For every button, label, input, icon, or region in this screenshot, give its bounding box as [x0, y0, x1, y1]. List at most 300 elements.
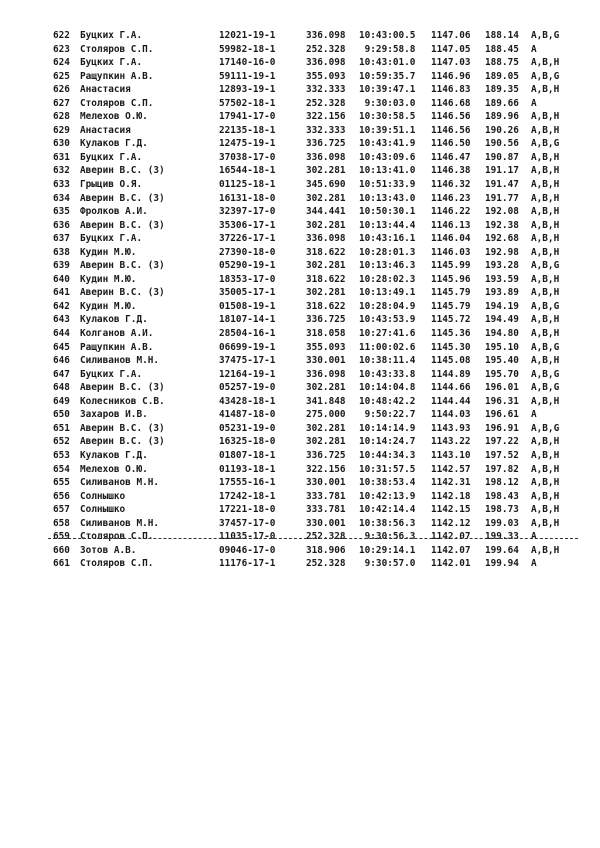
owner-name: Мелехов О.Ю. [80, 463, 148, 475]
distance: 336.098 [306, 151, 346, 163]
ring-id: 16544-18-1 [219, 165, 276, 177]
row-number: 632 [53, 165, 70, 177]
row-number: 628 [53, 111, 70, 123]
distance: 330.001 [306, 477, 346, 489]
ring-id: 17242-18-1 [219, 490, 276, 502]
owner-name: Буцких Г.А. [80, 151, 143, 163]
speed: 1146.56 [431, 111, 471, 123]
arrival-time: 9:30:57.0 [359, 558, 416, 570]
ring-id: 28504-16-1 [219, 328, 276, 340]
score: 198.73 [485, 504, 519, 516]
speed: 1142.57 [431, 463, 471, 475]
speed: 1145.08 [431, 355, 471, 367]
row-number: 634 [53, 192, 70, 204]
ring-id: 16325-18-0 [219, 436, 276, 448]
score: 194.49 [485, 314, 519, 326]
ring-id: 12021-19-1 [219, 30, 276, 41]
ring-id: 12893-19-1 [219, 84, 276, 96]
marks: A,B,G [531, 341, 560, 353]
speed: 1145.79 [431, 287, 471, 299]
distance: 330.001 [306, 517, 346, 529]
row-number: 641 [53, 287, 70, 299]
ring-id: 37038-17-0 [219, 151, 276, 163]
row-number: 643 [53, 314, 70, 326]
marks: A,B,H [531, 287, 560, 299]
ring-id: 01125-18-1 [219, 179, 276, 191]
row-number: 638 [53, 246, 70, 258]
marks: A,B,H [531, 165, 560, 177]
row-number: 654 [53, 463, 70, 475]
marks: A,B,G [531, 70, 560, 82]
arrival-time: 10:43:00.5 [359, 30, 416, 41]
owner-name: Колганов А.И. [80, 328, 154, 340]
speed: 1142.07 [431, 544, 471, 556]
owner-name: Силиванов М.Н. [80, 477, 160, 489]
ring-id: 18107-14-1 [219, 314, 276, 326]
speed: 1143.22 [431, 436, 471, 448]
owner-name: Буцких Г.А. [80, 368, 143, 380]
row-number: 653 [53, 449, 70, 461]
owner-name: Солнышко [80, 504, 126, 516]
marks: A,B,H [531, 206, 560, 218]
row-number: 637 [53, 233, 70, 245]
arrival-time: 10:59:35.7 [359, 70, 416, 82]
marks: A,B,G [531, 300, 560, 312]
table-end-divider [48, 538, 578, 539]
ring-id: 01807-18-1 [219, 449, 276, 461]
owner-name: Кулаков Г.Д. [80, 138, 148, 150]
marks: A,B,H [531, 544, 560, 556]
marks: A [531, 409, 537, 421]
arrival-time: 9:50:22.7 [359, 409, 416, 421]
score: 193.59 [485, 273, 519, 285]
distance: 302.281 [306, 219, 346, 231]
marks: A,B,H [531, 219, 560, 231]
row-number: 630 [53, 138, 70, 150]
score: 199.33 [485, 531, 519, 543]
owner-name: Захаров И.В. [80, 409, 148, 421]
row-number: 648 [53, 382, 70, 394]
ring-id: 11035-17-0 [219, 531, 276, 543]
owner-name: Грыцив О.Я. [80, 179, 143, 191]
distance: 302.281 [306, 260, 346, 272]
score: 191.47 [485, 179, 519, 191]
distance: 341.848 [306, 395, 346, 407]
arrival-time: 10:27:41.6 [359, 328, 416, 340]
ring-id: 35005-17-1 [219, 287, 276, 299]
score: 189.66 [485, 97, 519, 109]
score: 188.14 [485, 30, 519, 41]
arrival-time: 10:28:02.3 [359, 273, 416, 285]
distance: 332.333 [306, 124, 346, 136]
arrival-time: 9:30:56.3 [359, 531, 416, 543]
arrival-time: 10:43:53.9 [359, 314, 416, 326]
distance: 336.098 [306, 233, 346, 245]
speed: 1146.03 [431, 246, 471, 258]
row-number: 655 [53, 477, 70, 489]
distance: 302.281 [306, 436, 346, 448]
score: 199.03 [485, 517, 519, 529]
speed: 1146.23 [431, 192, 471, 204]
score: 197.22 [485, 436, 519, 448]
speed: 1145.36 [431, 328, 471, 340]
marks: A [531, 531, 537, 543]
marks: A,B,H [531, 477, 560, 489]
row-number: 624 [53, 57, 70, 69]
row-number: 646 [53, 355, 70, 367]
marks: A,B,H [531, 192, 560, 204]
distance: 344.441 [306, 206, 346, 218]
arrival-time: 10:43:33.8 [359, 368, 416, 380]
arrival-time: 10:43:09.6 [359, 151, 416, 163]
arrival-time: 10:13:41.0 [359, 165, 416, 177]
row-number: 639 [53, 260, 70, 272]
distance: 336.725 [306, 314, 346, 326]
speed: 1146.22 [431, 206, 471, 218]
marks: A [531, 558, 537, 570]
speed: 1142.31 [431, 477, 471, 489]
row-number: 649 [53, 395, 70, 407]
arrival-time: 10:28:01.3 [359, 246, 416, 258]
speed: 1144.89 [431, 368, 471, 380]
ring-id: 01508-19-1 [219, 300, 276, 312]
row-number: 640 [53, 273, 70, 285]
row-number: 636 [53, 219, 70, 231]
speed: 1146.13 [431, 219, 471, 231]
speed: 1142.15 [431, 504, 471, 516]
owner-name: Аверин В.С. (З) [80, 260, 165, 272]
arrival-time: 10:28:04.9 [359, 300, 416, 312]
owner-name: Аверин В.С. (З) [80, 422, 165, 434]
arrival-time: 11:00:02.6 [359, 341, 416, 353]
owner-name: Силиванов М.Н. [80, 517, 160, 529]
speed: 1147.03 [431, 57, 471, 69]
distance: 252.328 [306, 43, 346, 55]
distance: 330.001 [306, 355, 346, 367]
owner-name: Аверин В.С. (З) [80, 165, 165, 177]
distance: 302.281 [306, 165, 346, 177]
speed: 1146.96 [431, 70, 471, 82]
score: 195.70 [485, 368, 519, 380]
arrival-time: 10:42:13.9 [359, 490, 416, 502]
row-number: 629 [53, 124, 70, 136]
distance: 302.281 [306, 192, 346, 204]
row-number: 645 [53, 341, 70, 353]
row-number: 656 [53, 490, 70, 502]
arrival-time: 9:29:58.8 [359, 43, 416, 55]
ring-id: 05290-19-1 [219, 260, 276, 272]
arrival-time: 10:44:34.3 [359, 449, 416, 461]
arrival-time: 10:14:04.8 [359, 382, 416, 394]
distance: 302.281 [306, 382, 346, 394]
speed: 1145.72 [431, 314, 471, 326]
score: 190.26 [485, 124, 519, 136]
marks: A,B,H [531, 111, 560, 123]
ring-id: 57502-18-1 [219, 97, 276, 109]
distance: 318.906 [306, 544, 346, 556]
owner-name: Кудин М.Ю. [80, 246, 137, 258]
score: 188.45 [485, 43, 519, 55]
speed: 1146.68 [431, 97, 471, 109]
owner-name: Столяров С.П. [80, 43, 154, 55]
distance: 322.156 [306, 111, 346, 123]
row-number: 661 [53, 558, 70, 570]
ring-id: 16131-18-0 [219, 192, 276, 204]
marks: A,B,G [531, 368, 560, 380]
speed: 1143.10 [431, 449, 471, 461]
arrival-time: 10:13:49.1 [359, 287, 416, 299]
speed: 1146.47 [431, 151, 471, 163]
score: 196.31 [485, 395, 519, 407]
owner-name: Ращупкин А.В. [80, 70, 154, 82]
ring-id: 59982-18-1 [219, 43, 276, 55]
ring-id: 41487-18-0 [219, 409, 276, 421]
ring-id: 37457-17-0 [219, 517, 276, 529]
speed: 1142.18 [431, 490, 471, 502]
distance: 345.690 [306, 179, 346, 191]
distance: 336.098 [306, 57, 346, 69]
speed: 1145.30 [431, 341, 471, 353]
score: 192.68 [485, 233, 519, 245]
row-number: 625 [53, 70, 70, 82]
ring-id: 32397-17-0 [219, 206, 276, 218]
marks: A,B,H [531, 273, 560, 285]
owner-name: Колесников С.В. [80, 395, 165, 407]
row-number: 642 [53, 300, 70, 312]
distance: 336.725 [306, 138, 346, 150]
owner-name: Фролков А.И. [80, 206, 148, 218]
score: 190.56 [485, 138, 519, 150]
marks: A,B,G [531, 422, 560, 434]
marks: A,B,H [531, 328, 560, 340]
owner-name: Аверин В.С. (З) [80, 219, 165, 231]
owner-name: Столяров С.П. [80, 558, 154, 570]
owner-name: Зотов А.В. [80, 544, 137, 556]
arrival-time: 10:43:41.9 [359, 138, 416, 150]
row-number: 622 [53, 30, 70, 41]
score: 197.52 [485, 449, 519, 461]
distance: 318.622 [306, 246, 346, 258]
arrival-time: 10:51:33.9 [359, 179, 416, 191]
owner-name: Аверин В.С. (З) [80, 287, 165, 299]
distance: 355.093 [306, 341, 346, 353]
marks: A,B,H [531, 233, 560, 245]
row-number: 626 [53, 84, 70, 96]
owner-name: Буцких Г.А. [80, 30, 143, 41]
speed: 1146.38 [431, 165, 471, 177]
marks: A,B,H [531, 490, 560, 502]
score: 196.01 [485, 382, 519, 394]
arrival-time: 10:38:53.4 [359, 477, 416, 489]
ring-id: 05257-19-0 [219, 382, 276, 394]
speed: 1147.06 [431, 30, 471, 41]
distance: 252.328 [306, 558, 346, 570]
owner-name: Анастасия [80, 84, 131, 96]
ring-id: 17555-16-1 [219, 477, 276, 489]
distance: 302.281 [306, 287, 346, 299]
score: 196.61 [485, 409, 519, 421]
arrival-time: 10:39:51.1 [359, 124, 416, 136]
arrival-time: 10:14:24.7 [359, 436, 416, 448]
speed: 1145.99 [431, 260, 471, 272]
speed: 1147.05 [431, 43, 471, 55]
owner-name: Аверин В.С. (З) [80, 192, 165, 204]
ring-id: 09046-17-0 [219, 544, 276, 556]
arrival-time: 10:31:57.5 [359, 463, 416, 475]
score: 199.94 [485, 558, 519, 570]
score: 199.64 [485, 544, 519, 556]
marks: A,B,H [531, 179, 560, 191]
score: 194.80 [485, 328, 519, 340]
distance: 252.328 [306, 531, 346, 543]
arrival-time: 10:43:16.1 [359, 233, 416, 245]
speed: 1144.03 [431, 409, 471, 421]
distance: 302.281 [306, 422, 346, 434]
marks: A,B,H [531, 436, 560, 448]
arrival-time: 10:48:42.2 [359, 395, 416, 407]
ring-id: 27390-18-0 [219, 246, 276, 258]
row-number: 644 [53, 328, 70, 340]
arrival-time: 10:29:14.1 [359, 544, 416, 556]
distance: 322.156 [306, 463, 346, 475]
marks: A,B,H [531, 84, 560, 96]
row-number: 647 [53, 368, 70, 380]
score: 188.75 [485, 57, 519, 69]
owner-name: Буцких Г.А. [80, 57, 143, 69]
score: 191.17 [485, 165, 519, 177]
ring-id: 06699-19-1 [219, 341, 276, 353]
score: 192.38 [485, 219, 519, 231]
row-number: 660 [53, 544, 70, 556]
distance: 333.781 [306, 504, 346, 516]
score: 189.96 [485, 111, 519, 123]
marks: A,B,G [531, 260, 560, 272]
marks: A,B,H [531, 504, 560, 516]
owner-name: Мелехов О.Ю. [80, 111, 148, 123]
marks: A,B,H [531, 395, 560, 407]
ring-id: 12475-19-1 [219, 138, 276, 150]
marks: A,B,H [531, 124, 560, 136]
distance: 318.058 [306, 328, 346, 340]
marks: A,B,H [531, 246, 560, 258]
owner-name: Буцких Г.А. [80, 233, 143, 245]
owner-name: Ращупкин А.В. [80, 341, 154, 353]
distance: 333.781 [306, 490, 346, 502]
distance: 332.333 [306, 84, 346, 96]
marks: A [531, 97, 537, 109]
speed: 1142.01 [431, 558, 471, 570]
arrival-time: 10:42:14.4 [359, 504, 416, 516]
row-number: 659 [53, 531, 70, 543]
owner-name: Анастасия [80, 124, 131, 136]
arrival-time: 10:38:56.3 [359, 517, 416, 529]
speed: 1146.50 [431, 138, 471, 150]
marks: A,B,H [531, 449, 560, 461]
score: 197.82 [485, 463, 519, 475]
distance: 275.000 [306, 409, 346, 421]
ring-id: 05231-19-0 [219, 422, 276, 434]
ring-id: 18353-17-0 [219, 273, 276, 285]
marks: A,B,H [531, 355, 560, 367]
speed: 1143.93 [431, 422, 471, 434]
marks: A,B,H [531, 517, 560, 529]
marks: A,B,H [531, 151, 560, 163]
row-number: 652 [53, 436, 70, 448]
distance: 318.622 [306, 273, 346, 285]
arrival-time: 10:13:44.4 [359, 219, 416, 231]
ring-id: 59111-19-1 [219, 70, 276, 82]
owner-name: Аверин В.С. (З) [80, 436, 165, 448]
distance: 355.093 [306, 70, 346, 82]
marks: A,B,G [531, 30, 560, 41]
speed: 1146.56 [431, 124, 471, 136]
arrival-time: 10:50:30.1 [359, 206, 416, 218]
ring-id: 37475-17-1 [219, 355, 276, 367]
speed: 1146.32 [431, 179, 471, 191]
score: 192.08 [485, 206, 519, 218]
arrival-time: 10:13:46.3 [359, 260, 416, 272]
score: 196.91 [485, 422, 519, 434]
row-number: 658 [53, 517, 70, 529]
row-number: 631 [53, 151, 70, 163]
score: 192.98 [485, 246, 519, 258]
owner-name: Кудин М.Ю. [80, 300, 137, 312]
score: 189.05 [485, 70, 519, 82]
row-number: 650 [53, 409, 70, 421]
distance: 318.622 [306, 300, 346, 312]
score: 193.89 [485, 287, 519, 299]
arrival-time: 9:30:03.0 [359, 97, 416, 109]
marks: A,B,H [531, 57, 560, 69]
ring-id: 11176-17-1 [219, 558, 276, 570]
ring-id: 35306-17-1 [219, 219, 276, 231]
marks: A,B,H [531, 314, 560, 326]
marks: A,B,G [531, 138, 560, 150]
row-number: 635 [53, 206, 70, 218]
arrival-time: 10:14:14.9 [359, 422, 416, 434]
arrival-time: 10:38:11.4 [359, 355, 416, 367]
ring-id: 43428-18-1 [219, 395, 276, 407]
score: 191.77 [485, 192, 519, 204]
ring-id: 17140-16-0 [219, 57, 276, 69]
speed: 1142.07 [431, 531, 471, 543]
arrival-time: 10:43:01.0 [359, 57, 416, 69]
score: 198.12 [485, 477, 519, 489]
marks: A,B,G [531, 382, 560, 394]
arrival-time: 10:39:47.1 [359, 84, 416, 96]
owner-name: Столяров С.П. [80, 531, 154, 543]
ring-id: 17941-17-0 [219, 111, 276, 123]
score: 193.28 [485, 260, 519, 272]
marks: A [531, 43, 537, 55]
speed: 1146.04 [431, 233, 471, 245]
distance: 336.098 [306, 368, 346, 380]
ring-id: 17221-18-0 [219, 504, 276, 516]
score: 190.87 [485, 151, 519, 163]
distance: 252.328 [306, 97, 346, 109]
score: 195.10 [485, 341, 519, 353]
score: 189.35 [485, 84, 519, 96]
owner-name: Кулаков Г.Д. [80, 314, 148, 326]
marks: A,B,H [531, 463, 560, 475]
row-number: 623 [53, 43, 70, 55]
ring-id: 37226-17-1 [219, 233, 276, 245]
owner-name: Кулаков Г.Д. [80, 449, 148, 461]
owner-name: Силиванов М.Н. [80, 355, 160, 367]
speed: 1145.96 [431, 273, 471, 285]
arrival-time: 10:13:43.0 [359, 192, 416, 204]
score: 194.19 [485, 300, 519, 312]
